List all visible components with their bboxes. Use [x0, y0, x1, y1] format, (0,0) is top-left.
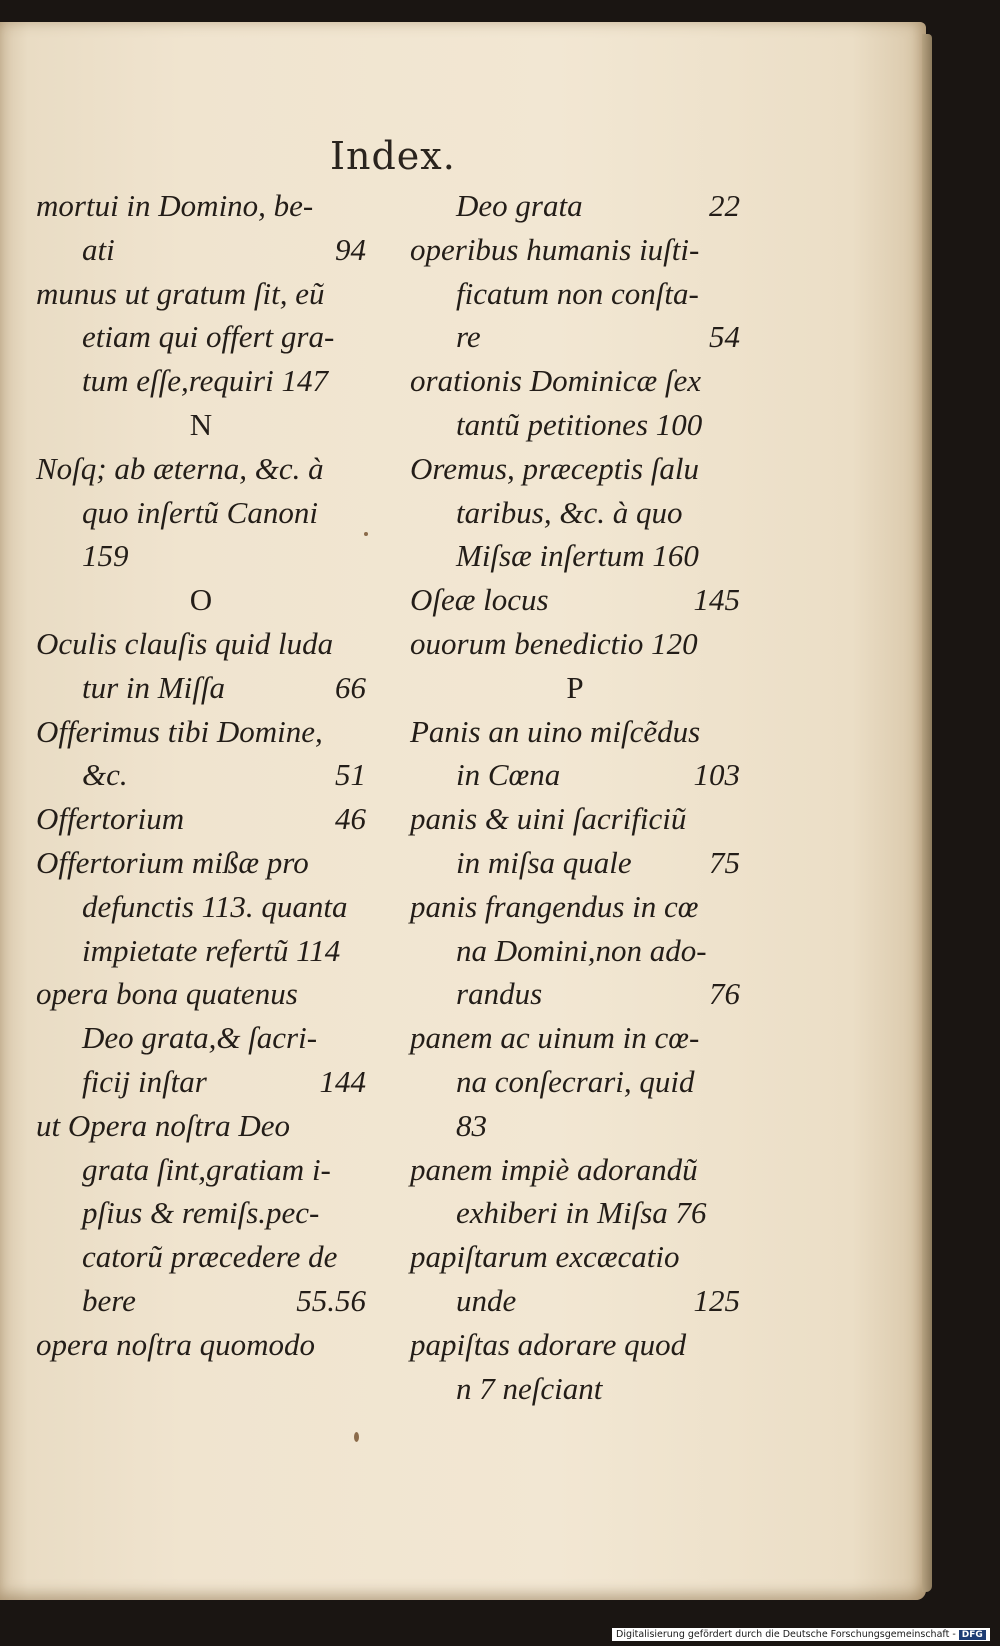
index-entry-text: 159 [82, 538, 129, 574]
index-entry-line [410, 578, 740, 622]
page-reference: 46 [335, 801, 366, 837]
index-entry-line [410, 228, 740, 272]
page-reference: 103 [693, 757, 740, 793]
index-entry-text: impietate refertũ 114 [82, 932, 341, 968]
index-entry-line [36, 710, 366, 754]
right-index-column [410, 184, 740, 1410]
index-entry-text: pſius & remiſs.pec- [82, 1195, 320, 1231]
index-entry-text: in miſsa quale [456, 844, 632, 880]
index-entry-line [36, 841, 366, 885]
index-entry-text: &c. [82, 757, 128, 793]
index-entry-text: ficatum non conſta- [456, 275, 699, 311]
index-entry-text: panem ac uinum in cœ- [410, 1020, 700, 1056]
index-entry-line [36, 491, 366, 535]
index-entry-text: re [456, 319, 481, 355]
index-entry-text: operibus humanis iuſti- [410, 231, 700, 267]
index-entry-text: taribus, &c. à quo [456, 494, 683, 530]
index-entry-line [36, 1323, 366, 1367]
index-entry-line [410, 1279, 740, 1323]
page-reference: 125 [693, 1282, 740, 1318]
index-entry-line [36, 972, 366, 1016]
index-entry-line [36, 1191, 366, 1235]
index-entry-line [36, 797, 366, 841]
index-letter-heading [36, 578, 366, 622]
index-entry-line [36, 359, 366, 403]
index-entry-line [410, 929, 740, 973]
index-entry-line [36, 315, 366, 359]
index-entry-text: ouorum benedictio 120 [410, 625, 698, 661]
index-entry-line [410, 447, 740, 491]
page-reference: 94 [335, 231, 366, 267]
index-entry-line [36, 622, 366, 666]
index-entry-text: na conſecrari, quid [456, 1063, 695, 1099]
index-entry-text: papiſtarum excæcatio [410, 1239, 680, 1275]
index-entry-line [410, 403, 740, 447]
index-entry-text: papiſtas adorare quod [410, 1326, 687, 1362]
page-reference: 75 [709, 844, 740, 880]
index-entry-line [410, 753, 740, 797]
index-entry-text: unde [456, 1282, 517, 1318]
index-entry-text: catorũ præcedere de [82, 1239, 338, 1275]
index-entry-text: panis & uini ſacrificiũ [410, 801, 687, 837]
index-entry-line [36, 885, 366, 929]
index-entry-line [410, 797, 740, 841]
index-entry-text: Deo grata,& ſacri- [82, 1020, 318, 1056]
index-entry-text: ut Opera noſtra Deo [36, 1107, 291, 1143]
index-entry-text: N [189, 406, 213, 442]
index-entry-text: tantũ petitiones 100 [456, 406, 703, 442]
index-entry-line [410, 1104, 740, 1148]
page-reference: 55.56 [296, 1282, 366, 1318]
index-entry-line [36, 534, 366, 578]
credit-text: Digitalisierung gefördert durch die Deutsche Forschungsgemeinschaft - [616, 1629, 956, 1640]
index-entry-line [410, 1060, 740, 1104]
page-reference: 54 [709, 319, 740, 355]
index-entry-text: quo inſertũ Canoni [82, 494, 318, 530]
index-entry-line [410, 1016, 740, 1060]
index-letter-heading [36, 403, 366, 447]
index-entry-text: grata ſint,gratiam i- [82, 1151, 331, 1187]
page-reference: 144 [319, 1063, 366, 1099]
index-entry-line [36, 666, 366, 710]
page-title: Index. [330, 134, 456, 178]
index-entry-text: randus [456, 976, 543, 1012]
page-reference: 66 [335, 669, 366, 705]
index-entry-text: P [566, 669, 584, 705]
index-entry-line [410, 1323, 740, 1367]
index-entry-text: Oſeæ locus [410, 582, 549, 618]
index-entry-text: Offertorium mißæ pro [36, 844, 309, 880]
index-entry-text: in Cœna [456, 757, 561, 793]
index-entry-text: defunctis 113. quanta [82, 888, 348, 924]
left-index-column [36, 184, 366, 1367]
index-entry-line [36, 228, 366, 272]
index-entry-text: panis frangendus in cœ [410, 888, 699, 924]
index-entry-text: Panis an uino miſcẽdus [410, 713, 701, 749]
index-entry-line [410, 1148, 740, 1192]
index-entry-line [36, 1235, 366, 1279]
index-entry-line [36, 447, 366, 491]
index-entry-text: bere [82, 1282, 136, 1318]
digitization-credit [612, 1628, 990, 1641]
index-entry-text: opera noſtra quomodo [36, 1326, 315, 1362]
index-entry-text: tur in Miſſa [82, 669, 225, 705]
index-entry-text: n 7 neſciant [456, 1370, 603, 1406]
ink-speck [364, 532, 368, 536]
index-entry-line [36, 929, 366, 973]
page-reference: 51 [335, 757, 366, 793]
index-entry-line [36, 753, 366, 797]
index-entry-line [410, 491, 740, 535]
index-entry-text: panem impiè adorandũ [410, 1151, 698, 1187]
index-entry-line [410, 972, 740, 1016]
index-entry-text: ati [82, 231, 115, 267]
index-entry-line [410, 184, 740, 228]
index-entry-text: Oculis clauſis quid luda [36, 625, 334, 661]
index-entry-line [410, 885, 740, 929]
index-entry-text: orationis Dominicæ ſex [410, 363, 702, 399]
index-entry-line [410, 841, 740, 885]
index-entry-line [410, 359, 740, 403]
index-entry-text: ficij inſtar [82, 1063, 207, 1099]
index-entry-text: O [189, 582, 213, 618]
index-entry-text: tum eſſe,requiri 147 [82, 363, 328, 399]
index-entry-text: exhiberi in Miſsa 76 [456, 1195, 707, 1231]
page-reference: 145 [693, 582, 740, 618]
index-entry-line [36, 1104, 366, 1148]
index-entry-line [410, 315, 740, 359]
index-entry-text: Offertorium [36, 801, 185, 837]
index-entry-text: munus ut gratum ſit, eũ [36, 275, 325, 311]
index-entry-line [36, 1279, 366, 1323]
index-entry-text: Deo grata [456, 188, 583, 223]
index-entry-line [410, 1367, 740, 1411]
index-entry-line [36, 1016, 366, 1060]
index-entry-text: na Domini,non ado- [456, 932, 707, 968]
index-entry-line [36, 272, 366, 316]
index-entry-text: Noſq; ab æterna, &c. à [36, 450, 324, 486]
index-entry-text: mortui in Domino, be- [36, 188, 314, 223]
index-entry-line [36, 1060, 366, 1104]
index-entry-text: Miſsæ inſertum 160 [456, 538, 699, 574]
index-entry-text: Oremus, præceptis ſalu [410, 450, 700, 486]
page-reference: 22 [709, 188, 740, 223]
book-page [0, 22, 926, 1600]
page-edge [922, 34, 932, 1592]
index-entry-line [36, 184, 366, 228]
index-entry-line [410, 534, 740, 578]
index-entry-text: 83 [456, 1107, 487, 1143]
index-entry-line [410, 622, 740, 666]
ink-speck [354, 1432, 359, 1442]
index-letter-heading [410, 666, 740, 710]
index-entry-line [410, 710, 740, 754]
index-entry-line [410, 1235, 740, 1279]
dfg-logo: DFG [959, 1630, 986, 1640]
index-entry-line [410, 1191, 740, 1235]
index-entry-line [410, 272, 740, 316]
index-entry-line [36, 1148, 366, 1192]
index-entry-text: etiam qui offert gra- [82, 319, 335, 355]
page-reference: 76 [709, 976, 740, 1012]
index-entry-text: Offerimus tibi Domine, [36, 713, 323, 749]
index-entry-text: opera bona quatenus [36, 976, 298, 1012]
